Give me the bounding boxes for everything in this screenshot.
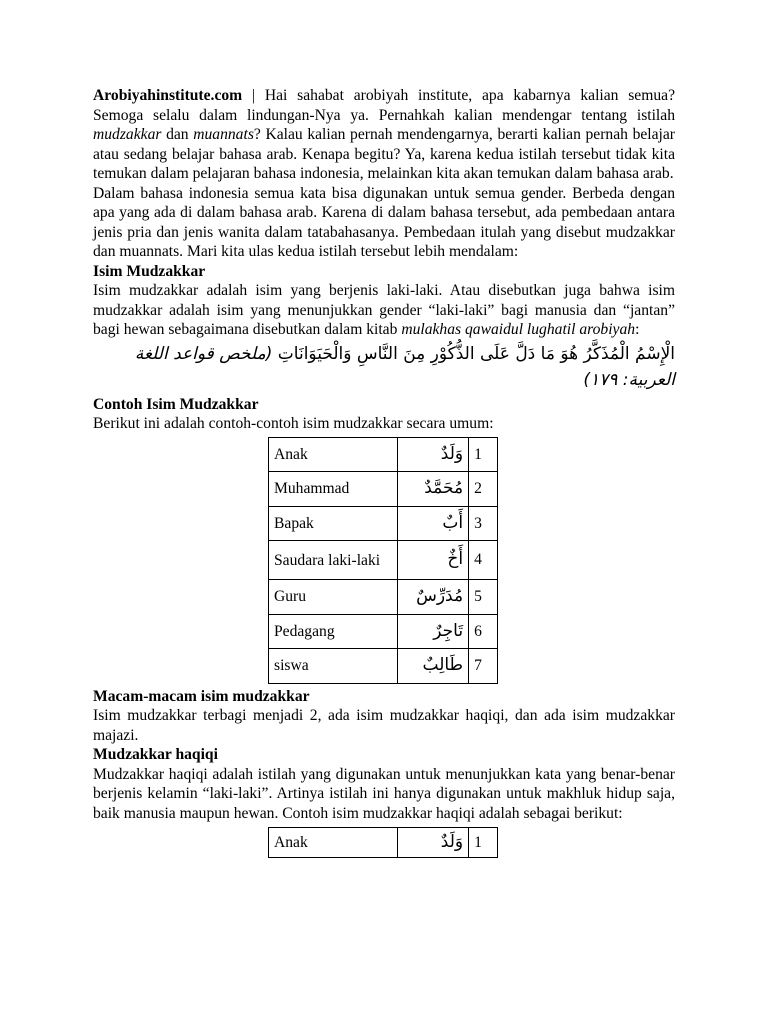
- definition-text: Isim mudzakkar adalah isim yang berjenis laki-laki. Atau disebutkan juga bahwa isim mudzakkar adalah isim yang menunjukkan gender “laki-laki” bagi manusia dan “jantan” bagi hewan sebagaimana disebutkan dalam kitab: [93, 282, 675, 338]
- table-row: [269, 828, 498, 858]
- table-row: [269, 614, 498, 649]
- heading-macam-macam: Macam-macam isim mudzakkar: [93, 687, 310, 705]
- arabic-word: وَلَدٌ: [398, 437, 469, 472]
- site-name: Arobiyahinstitute.com: [93, 87, 243, 104]
- table-row: [269, 437, 498, 472]
- arabic-word: مُحَمَّدٌ: [398, 472, 469, 507]
- latin-word: siswa: [269, 649, 398, 684]
- intro-text-1: Hai sahabat arobiyah institute, apa kabarnya kalian semua? Semoga selalu dalam lindungan-Nya ya. Pernahkah kalian mendengar tentang istilah: [93, 87, 675, 124]
- arabic-word: تَاجِرٌ: [398, 614, 469, 649]
- heading-isim-mudzakkar: Isim Mudzakkar: [93, 262, 206, 280]
- latin-word: Anak: [269, 828, 398, 858]
- definition-paragraph: [93, 281, 675, 340]
- term-muannats: muannats: [193, 126, 254, 143]
- row-number: 1: [469, 828, 498, 858]
- table-row: [269, 649, 498, 684]
- row-number: 6: [469, 614, 498, 649]
- row-number: 7: [469, 649, 498, 684]
- latin-word: Muhammad: [269, 472, 398, 507]
- arabic-definition-text: الْإِسْمُ الْمُذَكَّرُ هُوَ مَا دَلَّ عَلَى الذُّكُوْرِ مِنَ النَّاسِ وَالْحَيَوَانَاتِ: [272, 343, 675, 364]
- row-number: 3: [469, 506, 498, 541]
- latin-word: Pedagang: [269, 614, 398, 649]
- arabic-word: أَخٌ: [398, 541, 469, 580]
- term-mudzakkar: mudzakkar: [93, 126, 162, 143]
- row-number: 5: [469, 580, 498, 615]
- table-row: [269, 541, 498, 580]
- arabic-word: وَلَدٌ: [398, 828, 469, 858]
- latin-word: Anak: [269, 437, 398, 472]
- row-number: 1: [469, 437, 498, 472]
- row-number: 4: [469, 541, 498, 580]
- intro-paragraph: [93, 86, 675, 184]
- haqiqi-table: [268, 827, 498, 858]
- row-number: 2: [469, 472, 498, 507]
- latin-word: Saudara laki-laki: [269, 541, 398, 580]
- arabic-source: (ملخص قواعد اللغة العربية: ١٧٩): [134, 343, 675, 390]
- heading-mudzakkar-haqiqi: Mudzakkar haqiqi: [93, 746, 218, 763]
- latin-word: Guru: [269, 580, 398, 615]
- heading-contoh-isim-mudzakkar: Contoh Isim Mudzakkar: [93, 395, 259, 413]
- article-body: [93, 86, 675, 858]
- gender-paragraph: Dalam bahasa indonesia semua kata bisa digunakan untuk semua gender. Berbeda dengan apa yang ada di dalam bahasa arab. Karena di dalam bahasa tersebut, ada pembedaan antara jenis pria dan jenis wanita dalam tatabahasanya. Pembedaan itulah yang disebut mudzakkar dan muannats. Mari kita ulas kedua istilah tersebut lebih mendalam:: [93, 184, 675, 260]
- arabic-word: أَبٌ: [398, 506, 469, 541]
- arabic-word: طَالِبٌ: [398, 649, 469, 684]
- types-paragraph: Isim mudzakkar terbagi menjadi 2, ada isim mudzakkar haqiqi, dan ada isim mudzakkar majazi.: [93, 707, 675, 744]
- latin-word: Bapak: [269, 506, 398, 541]
- book-title: mulakhas qawaidul lughatil arobiyah: [401, 321, 636, 338]
- table-row: [269, 580, 498, 615]
- intro-text-2: ? Kalau kalian pernah mendengarnya, berarti kalian pernah belajar atau sedang belajar bahasa arab. Kenapa begitu? Ya, karena kedua istilah tersebut tidak kita temukan dalam pelajaran bahasa indonesia, melainkan kita akan temukan dalam bahasa arab.: [93, 126, 675, 182]
- definition-colon: :: [635, 321, 640, 338]
- examples-intro: Berikut ini adalah contoh-contoh isim mudzakkar secara umum:: [93, 415, 494, 432]
- arabic-definition: [93, 341, 675, 393]
- separator: |: [242, 87, 265, 104]
- table-row: [269, 472, 498, 507]
- arabic-word: مُدَرِّسٌ: [398, 580, 469, 615]
- intro-and: dan: [161, 126, 194, 143]
- haqiqi-paragraph: Mudzakkar haqiqi adalah istilah yang digunakan untuk menunjukkan kata yang benar-benar berjenis kelamin “laki-laki”. Artinya istilah ini hanya digunakan untuk makhluk hidup saja, baik manusia maupun hewan. Contoh isim mudzakkar haqiqi adalah sebagai berikut:: [93, 765, 675, 822]
- table-row: [269, 506, 498, 541]
- examples-table: [268, 437, 498, 684]
